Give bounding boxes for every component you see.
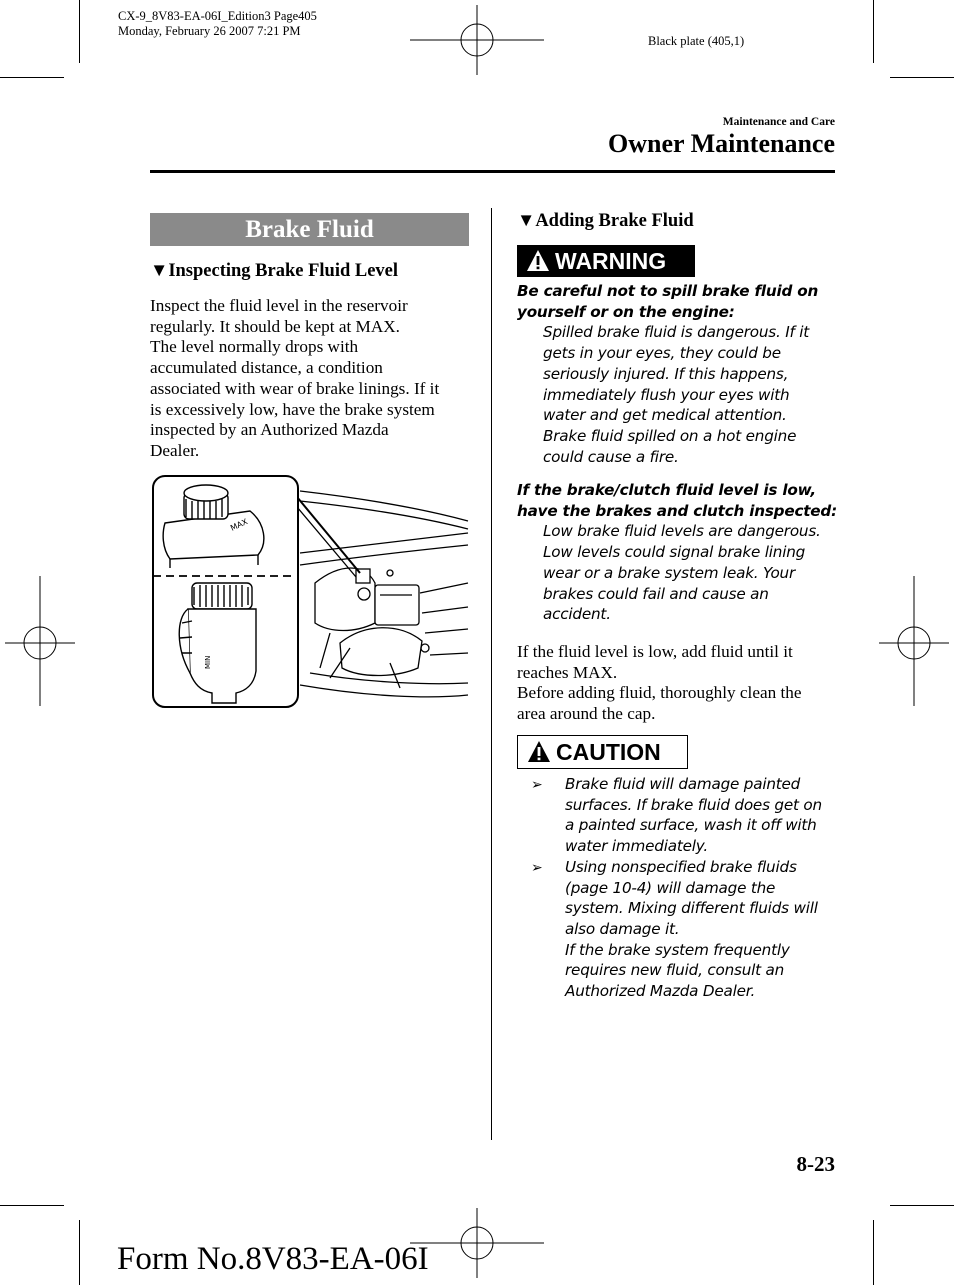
text-line: Brake fluid spilled on a hot engine (543, 426, 797, 445)
text-line: associated with wear of brake linings. If it (150, 378, 440, 398)
text-line: a painted surface, wash it off with (565, 816, 817, 835)
section-title: Brake Fluid (150, 213, 469, 246)
text-line: wear or a brake system leak. Your (543, 563, 796, 582)
warning-lead-line: If the brake/clutch fluid level is low, (517, 481, 816, 499)
text-line: also damage it. (565, 919, 680, 938)
print-job-line-2: Monday, February 26 2007 7:21 PM (118, 24, 301, 38)
header-section: Maintenance and Care (722, 116, 835, 128)
text-line: accumulated distance, a condition (150, 358, 383, 378)
text-line: If the fluid level is low, add fluid until it (517, 642, 793, 661)
print-job-line-1: CX-9_8V83-EA-06I_Edition3 Page405 (118, 9, 317, 23)
brake-fluid-reservoir-illustration (150, 473, 470, 711)
text-line: surfaces. If brake fluid does get on (565, 795, 822, 814)
text-line: regularly. It should be kept at MAX. (150, 316, 400, 336)
text-line: is excessively low, have the brake system (150, 399, 435, 419)
text-line: gets in your eyes, they could be (543, 344, 781, 363)
text-line: inspected by an Authorized Mazda (150, 420, 389, 440)
subhead-marker: ▼ (517, 211, 536, 231)
text-line: Low levels could signal brake lining (543, 543, 806, 562)
subhead-marker: ▼ (150, 261, 169, 281)
registration-mark-bottom (410, 1208, 544, 1278)
text-line: If the brake system frequently (565, 940, 790, 959)
warning-body (517, 322, 847, 467)
warning-body (517, 521, 847, 625)
registration-mark-top (410, 5, 544, 75)
warning-lead-line: Be careful not to spill brake fluid on (517, 282, 819, 300)
subhead-inspecting (150, 261, 398, 282)
plate-label: Black plate (405,1) (648, 34, 745, 48)
text-line: brakes could fail and cause an (543, 584, 769, 603)
warning-block-2 (517, 480, 847, 625)
text-line: accident. (543, 605, 611, 624)
subhead-adding (517, 211, 694, 232)
caution-item-1 (517, 774, 847, 857)
text-line: area around the cap. (517, 704, 656, 724)
min-label: MIN (204, 655, 212, 669)
text-line: Low brake fluid levels are dangerous. (543, 522, 821, 541)
text-line: reaches MAX. (517, 662, 618, 682)
caution-label: CAUTION (556, 739, 661, 765)
text-line: seriously injured. If this happens, (543, 364, 789, 383)
subhead-text: Adding Brake Fluid (535, 211, 694, 231)
warning-badge (517, 245, 695, 277)
text-line: Brake fluid will damage painted (565, 775, 801, 793)
warning-label: WARNING (555, 248, 667, 274)
text-line: Authorized Mazda Dealer. (565, 982, 756, 1001)
text-line: could cause a fire. (543, 447, 679, 466)
header-title: Owner Maintenance (608, 129, 835, 158)
text-line: Before adding fluid, thoroughly clean the (517, 683, 802, 703)
header-rule (150, 170, 835, 173)
page-number: 8-23 (796, 1152, 835, 1176)
text-line: system. Mixing different fluids will (565, 899, 818, 918)
registration-mark-right (879, 576, 949, 706)
caution-badge (517, 735, 688, 769)
column-divider (491, 208, 492, 1140)
registration-mark-left (5, 576, 75, 706)
text-line: requires new fluid, consult an (565, 961, 785, 980)
warning-lead-line: yourself or on the engine: (517, 302, 735, 321)
print-job-info (118, 9, 317, 39)
form-number: Form No.8V83-EA-06I (117, 1241, 429, 1277)
caution-item-2 (517, 857, 847, 1002)
text-line: Spilled brake fluid is dangerous. If it (543, 323, 810, 342)
text-line: The level normally drops with (150, 337, 359, 357)
warning-triangle-icon (526, 249, 550, 273)
text-line: Inspect the fluid level in the reservoir (150, 296, 408, 315)
bullet-arrow-icon: ➢ (531, 859, 543, 876)
text-line: Using nonspecified brake fluids (565, 857, 797, 876)
text-line: water and get medical attention. (543, 406, 787, 425)
subhead-text: Inspecting Brake Fluid Level (168, 261, 399, 281)
bullet-arrow-icon: ➢ (531, 777, 543, 793)
warning-lead-line: have the brakes and clutch inspected: (517, 501, 837, 520)
text-line: immediately flush your eyes with (543, 385, 790, 404)
adding-paragraph (517, 642, 847, 725)
text-line: Dealer. (150, 440, 200, 460)
text-line: (page 10-4) will damage the (565, 878, 776, 897)
warning-block-1 (517, 281, 847, 467)
caution-list (517, 774, 847, 1002)
text-line: water immediately. (565, 837, 708, 856)
inspect-paragraph (150, 296, 480, 462)
max-label: MAX (229, 517, 250, 533)
caution-triangle-icon (527, 740, 551, 764)
